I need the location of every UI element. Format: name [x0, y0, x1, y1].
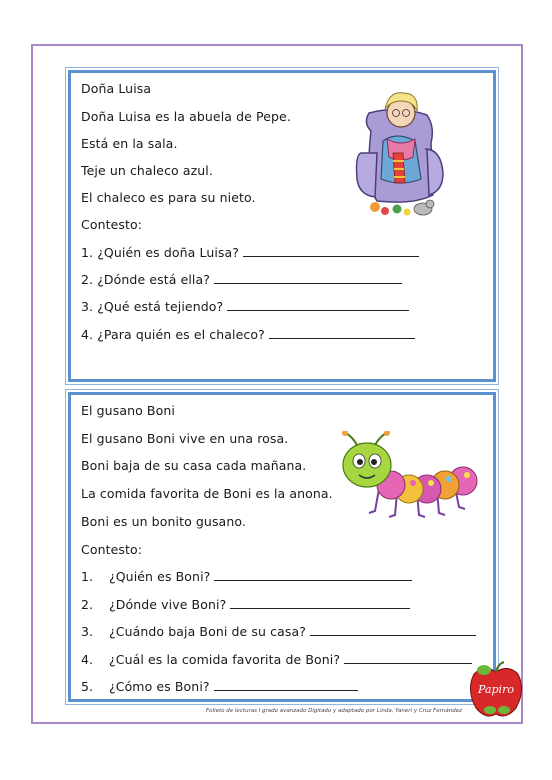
question-text: 2. ¿Dónde está ella?: [81, 272, 210, 287]
papiro-logo: [468, 660, 524, 722]
question-row: [81, 245, 419, 260]
question-row: [81, 679, 358, 694]
reading-card-dona-luisa: [68, 70, 496, 382]
caterpillar-illustration: [339, 431, 479, 527]
question-number: 3.: [81, 624, 94, 639]
text-line: El gusano Boni vive en una rosa.: [81, 431, 289, 446]
text-line: El chaleco es para su nieto.: [81, 190, 256, 205]
text-line: Boni baja de su casa cada mañana.: [81, 458, 307, 473]
question-number: 4.: [81, 652, 94, 667]
question-number: 5.: [81, 679, 94, 694]
question-row: [81, 569, 412, 584]
question-text: ¿Dónde vive Boni?: [109, 597, 227, 612]
answer-line[interactable]: [310, 625, 476, 636]
card-title: Doña Luisa: [81, 81, 152, 96]
text-line: La comida favorita de Boni es la anona.: [81, 486, 333, 501]
footer-credit: Folleto de lecturas I grado avanzado Digitado y adaptado por Linda, Yaneri y Cruz Fernández: [206, 708, 462, 714]
grandma-knitting-illustration: [353, 83, 449, 223]
answer-line[interactable]: [269, 328, 415, 339]
logo-text: Papiro: [478, 683, 514, 696]
question-text: 1. ¿Quién es doña Luisa?: [81, 245, 240, 260]
question-row: [81, 597, 410, 612]
question-text: 3. ¿Qué está tejiendo?: [81, 299, 224, 314]
contesto-label: Contesto:: [81, 217, 143, 232]
reading-card-gusano-boni: [68, 392, 496, 702]
text-line: Está en la sala.: [81, 136, 178, 151]
answer-line[interactable]: [227, 300, 409, 311]
question-number: 1.: [81, 569, 94, 584]
question-text: ¿Cuál es la comida favorita de Boni?: [109, 652, 341, 667]
answer-line[interactable]: [243, 246, 419, 257]
contesto-label: Contesto:: [81, 542, 143, 557]
card-title: El gusano Boni: [81, 403, 175, 418]
question-text: ¿Cuándo baja Boni de su casa?: [109, 624, 306, 639]
answer-line[interactable]: [214, 570, 412, 581]
text-line: Teje un chaleco azul.: [81, 163, 213, 178]
question-row: [81, 299, 409, 314]
answer-line[interactable]: [214, 273, 402, 284]
text-line: Doña Luisa es la abuela de Pepe.: [81, 109, 291, 124]
question-row: [81, 272, 402, 287]
answer-line[interactable]: [214, 680, 358, 691]
question-text: ¿Quién es Boni?: [109, 569, 211, 584]
text-line: Boni es un bonito gusano.: [81, 514, 246, 529]
question-row: [81, 327, 415, 342]
question-row: [81, 624, 476, 639]
question-number: 2.: [81, 597, 94, 612]
question-row: [81, 652, 472, 667]
answer-line[interactable]: [230, 598, 410, 609]
answer-line[interactable]: [344, 653, 472, 664]
question-text: 4. ¿Para quién es el chaleco?: [81, 327, 265, 342]
question-text: ¿Cómo es Boni?: [109, 679, 210, 694]
